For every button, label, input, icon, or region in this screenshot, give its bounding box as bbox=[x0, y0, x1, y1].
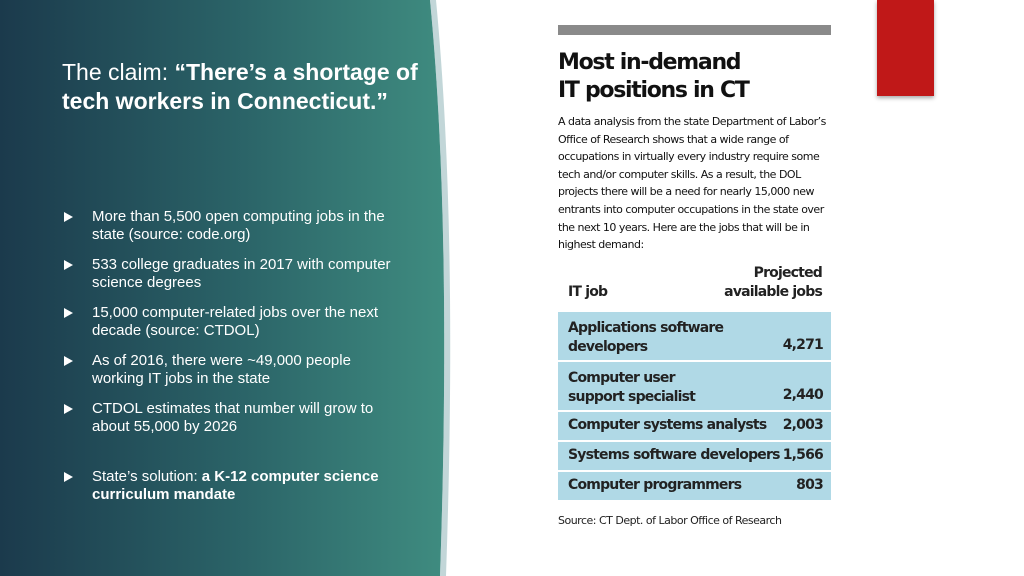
table-row bbox=[558, 310, 831, 360]
bullet-text: As of 2016, there were ~49,000 people working IT jobs in the state bbox=[92, 352, 351, 387]
job-name: Systems software developers bbox=[568, 447, 780, 464]
solution-bold-text: a K-12 computer science curriculum mandate bbox=[92, 468, 379, 503]
news-clipping bbox=[558, 25, 831, 527]
job-name bbox=[568, 319, 723, 357]
clipping-source: Source: CT Dept. of Labor Office of Research bbox=[558, 513, 782, 527]
header-projected-line: available jobs bbox=[724, 283, 822, 300]
bullet-text: 533 college graduates in 2017 with computer science degrees bbox=[92, 256, 391, 291]
job-name bbox=[568, 369, 695, 407]
headline-line: IT positions in CT bbox=[558, 78, 749, 103]
table-row bbox=[558, 440, 831, 470]
table-header bbox=[558, 264, 831, 310]
clipping-intro: A data analysis from the state Department of Labor’s Office of Research shows that a wide range of occupations in virtually every industry require some tech and/or computer skills. As a result, the DOL projects there will be a need for nearly 15,000 new entrants into computer occupations in the state over the next 10 years. Here are the jobs that will be in highest demand: bbox=[558, 115, 826, 252]
header-it-job: IT job bbox=[568, 283, 608, 300]
job-value: 1,566 bbox=[782, 447, 823, 464]
red-accent-tab bbox=[877, 0, 934, 96]
clipping-top-bar bbox=[558, 25, 831, 35]
job-value: 2,440 bbox=[782, 386, 823, 403]
bullet-arrow-icon bbox=[64, 212, 73, 222]
bullet-item-solution bbox=[62, 468, 402, 504]
job-name-line: support specialist bbox=[568, 388, 696, 405]
table-row bbox=[558, 470, 831, 500]
job-name: Computer systems analysts bbox=[568, 417, 767, 434]
table-row bbox=[558, 410, 831, 440]
bullet-item bbox=[62, 400, 402, 436]
claim-prefix: The claim: bbox=[62, 59, 175, 85]
bullet-item bbox=[62, 304, 402, 340]
jobs-table bbox=[558, 264, 831, 500]
job-name-line: developers bbox=[568, 338, 648, 355]
header-projected-line: Projected bbox=[753, 264, 822, 281]
clipping-headline bbox=[558, 49, 831, 105]
bullet-item bbox=[62, 256, 402, 292]
bullet-text: CTDOL estimates that number will grow to about 55,000 by 2026 bbox=[92, 400, 374, 435]
bullet-arrow-icon bbox=[64, 308, 73, 318]
job-name-line: Applications software bbox=[568, 319, 724, 336]
job-value: 4,271 bbox=[782, 336, 823, 353]
header-projected bbox=[724, 264, 822, 302]
headline-line: Most in-demand bbox=[558, 50, 741, 75]
job-value: 803 bbox=[796, 477, 823, 494]
bullet-arrow-icon bbox=[64, 356, 73, 366]
bullet-text: 15,000 computer-related jobs over the next decade (source: CTDOL) bbox=[92, 304, 379, 339]
bullet-text: More than 5,500 open computing jobs in the state (source: code.org) bbox=[92, 208, 385, 243]
claim-quote: “There’s a shortage of tech workers in Connecticut.” bbox=[62, 59, 418, 114]
job-name-line: Computer user bbox=[568, 369, 675, 386]
bullet-arrow-icon bbox=[64, 404, 73, 414]
table-row bbox=[558, 360, 831, 410]
bullet-arrow-icon bbox=[64, 472, 73, 482]
bullet-list bbox=[62, 208, 402, 516]
bullet-item bbox=[62, 208, 402, 244]
claim-heading bbox=[62, 58, 422, 116]
bullet-text: State’s solution: bbox=[92, 468, 202, 485]
bullet-item bbox=[62, 352, 402, 388]
job-value: 2,003 bbox=[782, 417, 823, 434]
bullet-arrow-icon bbox=[64, 260, 73, 270]
job-name: Computer programmers bbox=[568, 477, 742, 494]
